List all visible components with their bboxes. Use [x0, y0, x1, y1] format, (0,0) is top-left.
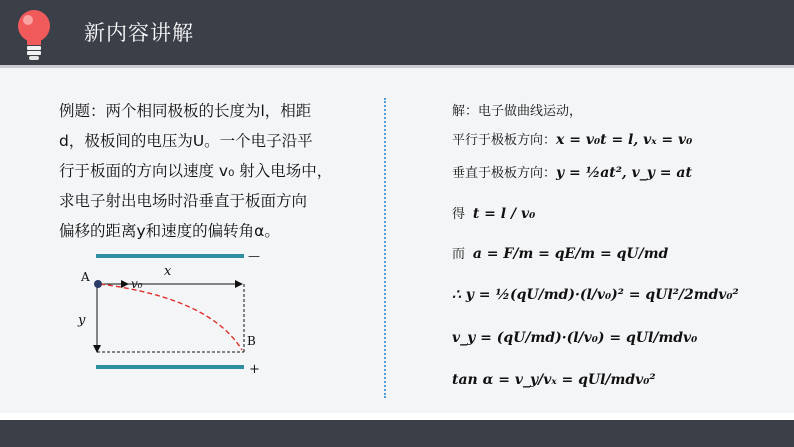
solution-acceleration [452, 243, 668, 262]
label-b: B [247, 334, 256, 348]
top-plate [96, 254, 244, 258]
label-plus: + [249, 362, 260, 377]
solution-vy [452, 330, 697, 346]
deflection-diagram [70, 248, 280, 378]
perp-prefix: 垂直于极板方向： [452, 166, 557, 181]
solution-displacement [452, 287, 739, 303]
perp-equation: y = ½at², v_y = at [556, 165, 692, 181]
problem-line-1: 例题：两个相同极板的长度为l，相距 [59, 102, 312, 120]
solution-perpendicular [452, 162, 692, 181]
solution-tan [452, 372, 656, 388]
label-y: y [78, 313, 86, 328]
header-bar [0, 0, 794, 65]
footer-gap [0, 413, 794, 420]
vy-equation: v_y = (qU/md)·(l/v₀) = qUl/mdv₀ [452, 330, 698, 346]
acceleration-equation: a = F/m = qE/m = qU/md [472, 246, 669, 262]
time-equation: t = l / v₀ [472, 206, 536, 222]
electron-dot [94, 280, 102, 288]
problem-line-5: 偏移的距离y和速度的偏转角α。 [59, 222, 280, 240]
trajectory-curve [100, 284, 242, 350]
footer-bar [0, 420, 794, 447]
bottom-plate [96, 365, 244, 369]
solution-intro: 解：电子做曲线运动， [452, 104, 583, 119]
solution-parallel [452, 129, 692, 148]
problem-line-4: 求电子射出电场时沿垂直于板面方向 [59, 192, 308, 210]
page-title: 新内容讲解 [84, 21, 194, 45]
label-x: x [164, 264, 172, 279]
lightbulb-icon [14, 6, 54, 64]
parallel-prefix: 平行于极板方向： [452, 133, 557, 148]
parallel-equation: x = v₀t = l, vₓ = v₀ [556, 132, 693, 148]
de-word: 得 [452, 207, 466, 222]
tan-equation: tan α = v_y/vₓ = qUl/mdv₀² [452, 372, 656, 388]
label-minus: — [248, 249, 260, 263]
er-word: 而 [452, 247, 466, 262]
problem-line-2: d，极板间的电压为U。一个电子沿平 [59, 132, 313, 150]
label-v0: v₀ [131, 277, 143, 291]
label-a: A [81, 270, 90, 284]
column-divider [384, 98, 386, 398]
problem-text [59, 96, 369, 246]
problem-line-3: 行于板面的方向以速度 v₀ 射入电场中， [59, 162, 333, 180]
solution-time [452, 203, 535, 222]
displacement-equation: ∴ y = ½(qU/md)·(l/v₀)² = qUl²/2mdv₀² [452, 287, 739, 303]
